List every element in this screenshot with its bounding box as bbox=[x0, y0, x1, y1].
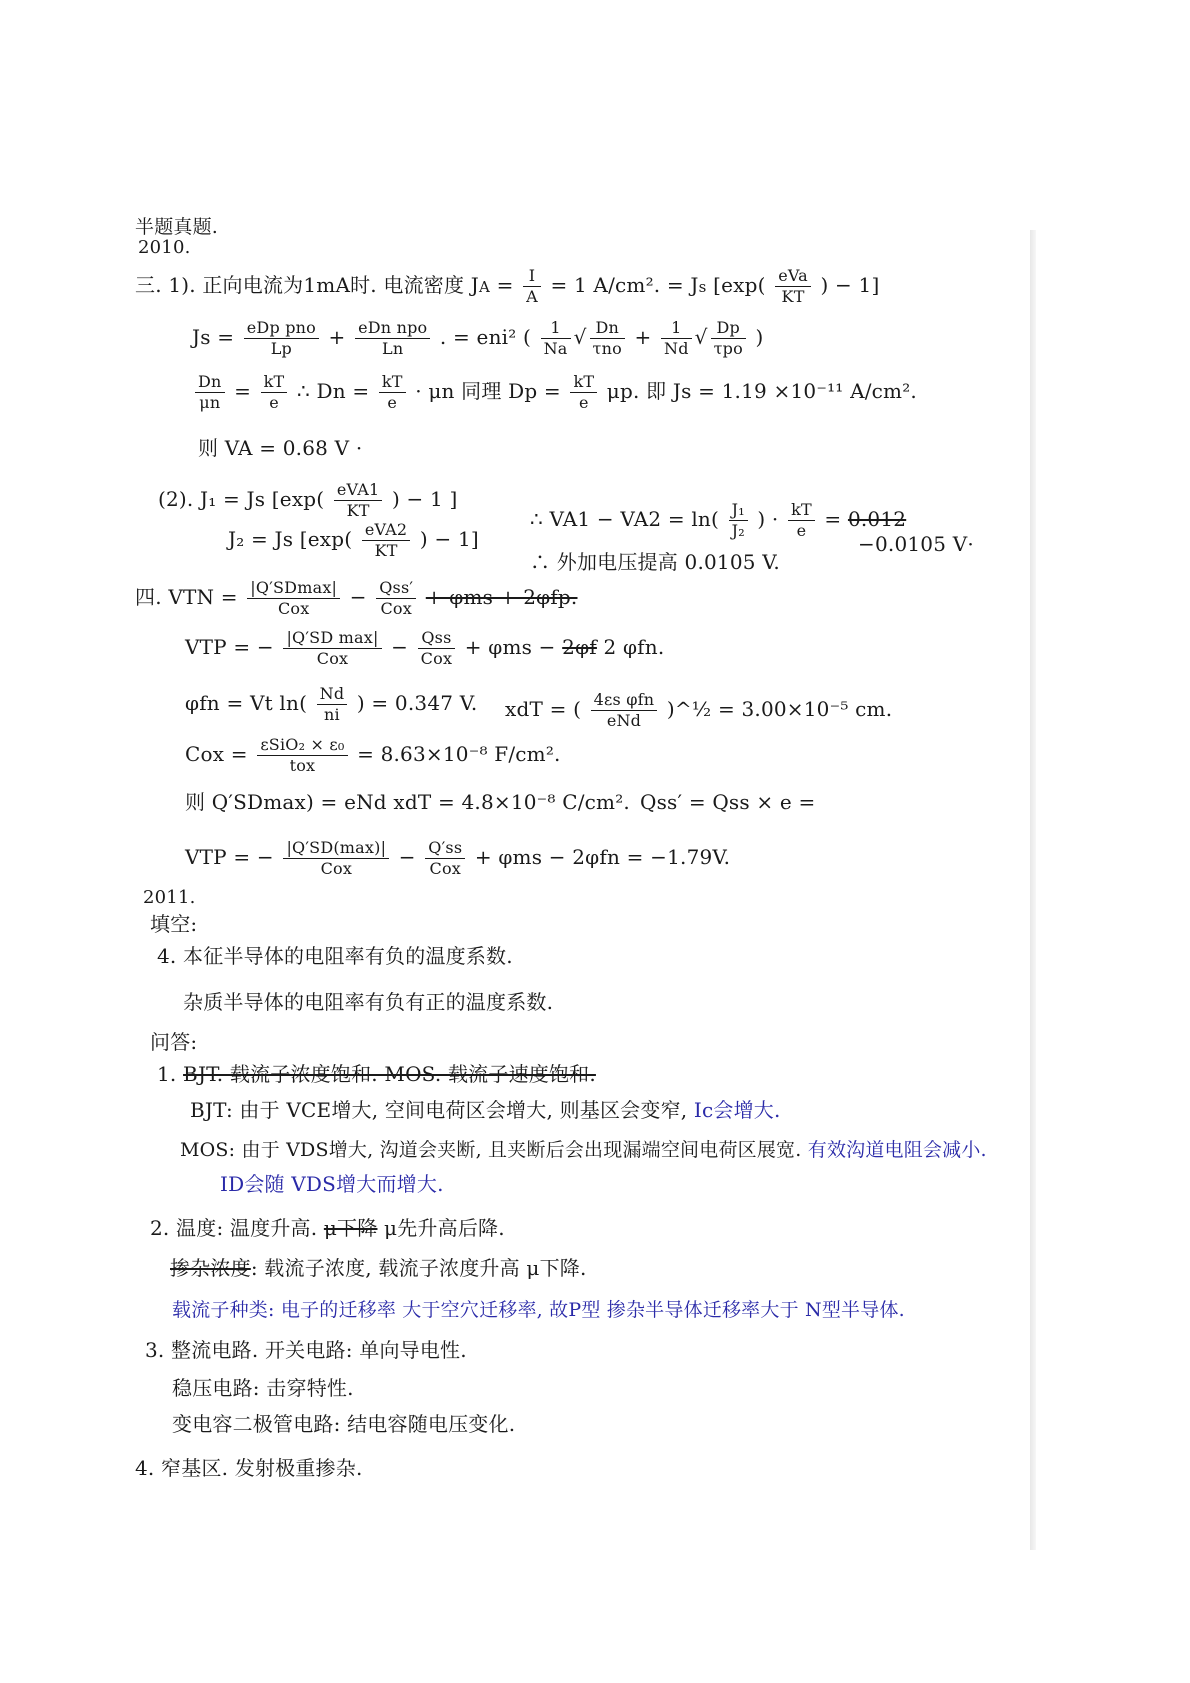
qa-q3-c: 变电容二极管电路: 结电容随电压变化. bbox=[172, 1412, 516, 1436]
eq-vtp: VTP = − $\frac{\text{|Q′SD max|}}{\text{Cox}}$ − $\frac{\text{Qss}}{\text{Cox}}$ + φms − 2φf 2 φfn. bbox=[185, 628, 665, 668]
eq-j1: (2). J₁ = Js [exp( $\frac{\text{eVA1}}{KT}$ ) − 1 ] bbox=[158, 480, 458, 520]
eq-qss: Qss′ = Qss × e = bbox=[640, 790, 816, 814]
fill-line-1: 4. 本征半导体的电阻率有负的温度系数. bbox=[157, 944, 513, 968]
eq-j2: J₂ = Js [exp( $\frac{\text{eVA2}}{KT}$ ) − 1] bbox=[228, 520, 479, 560]
year-2011: 2011. bbox=[143, 887, 196, 908]
eq-current-density: 三. 1). 正向电流为1mA时. 电流密度 JA = $\frac{I}{A}$ = 1 A/cm². = Js [exp( $\frac{\text{eVa}}{KT}$ ) − 1] bbox=[135, 266, 880, 306]
eq-js: Js = $\frac{\text{eDp pno}}{Lp}$ + $\frac{\text{eDn npo}}{Ln}$ . = eni² ( $\frac{1}{Na}$ √ $\frac{Dn}{\text{τno}}$ + $\frac{1}{Nd}$ √ $\frac{Dp}{\text{τpo}}$ ) bbox=[192, 318, 764, 358]
qa-q2-conc: 掺杂浓度: 载流子浓度, 载流子浓度升高 μ下降. bbox=[170, 1256, 587, 1280]
qa-q3-b: 稳压电路: 击穿特性. bbox=[172, 1376, 354, 1400]
eq-phi-fn: φfn = Vt ln( $\frac{Nd}{ni}$ ) = 0.347 V. bbox=[185, 684, 478, 724]
scan-edge bbox=[1030, 230, 1036, 1550]
eq-va-diff-value: −0.0105 V· bbox=[858, 532, 974, 556]
qa-q3: 3. 整流电路. 开关电路: 单向导电性. bbox=[145, 1338, 467, 1362]
eq-va: 则 VA = 0.68 V · bbox=[198, 436, 363, 460]
fill-heading: 填空: bbox=[150, 912, 198, 936]
eq-va-diff: ∴ VA1 − VA2 = ln( $\frac{\text{J₁}}{\text{J₂}}$ ) · $\frac{kT}{e}$ = 0.012 bbox=[530, 500, 907, 540]
qa-q1-mos: MOS: 由于 VDS增大, 沟道会夹断, 且夹断后会出现漏端空间电荷区展宽. 有效沟道电阻会减小. bbox=[180, 1139, 987, 1161]
qa-q2: 2. 温度: 温度升高. μ下降 μ先升高后降. bbox=[150, 1216, 505, 1240]
qa-q2-carrier: 载流子种类: 电子的迁移率 大于空穴迁移率, 故P型 掺杂半导体迁移率大于 N型半导体. bbox=[172, 1299, 905, 1321]
qa-q1-mos-2: ID会随 VDS增大而增大. bbox=[220, 1172, 444, 1196]
eq-qsd: 则 Q′SDmax) = eNd xdT = 4.8×10⁻⁸ C/cm². bbox=[185, 790, 630, 814]
qa-q1-bjt: BJT: 由于 VCE增大, 空间电荷区会增大, 则基区会变窄, Ic会增大. bbox=[190, 1098, 781, 1122]
qa-q4: 4. 窄基区. 发射极重掺杂. bbox=[135, 1456, 363, 1480]
eq-xdt: xdT = ( $\frac{\text{4εs φfn}}{\text{eNd}}$ )^½ = 3.00×10⁻⁵ cm. bbox=[505, 690, 893, 730]
eq-cox: Cox = $\frac{\text{εSiO₂ × ε₀}}{\text{tox}}$ = 8.63×10⁻⁸ F/cm². bbox=[185, 735, 561, 775]
eq-einstein: $\frac{Dn}{\mu n}$ = $\frac{kT}{e}$ ∴ Dn = $\frac{kT}{e}$ · μn 同理 Dp = $\frac{kT}{e}$ μp. 即 Js = 1.19 ×10⁻¹¹ A/cm². bbox=[192, 372, 917, 413]
year-2010: 2010. bbox=[138, 237, 191, 258]
eq-vtp-result: VTP = − $\frac{|Q'SD(\max)|}{\text{Cox}}$ − $\frac{Q'ss}{\text{Cox}}$ + φms − 2φfn = −1.79V. bbox=[185, 838, 731, 878]
qa-q1-strike: 1. BJT. 载流子浓度饱和. MOS. 载流子速度饱和. bbox=[157, 1062, 596, 1086]
fill-line-2: 杂质半导体的电阻率有负有正的温度系数. bbox=[183, 990, 554, 1014]
qa-heading: 问答: bbox=[150, 1030, 198, 1054]
page-title: 半题真题. bbox=[135, 216, 219, 238]
eq-voltage-increase: ∴ 外加电压提高 0.0105 V. bbox=[530, 550, 780, 574]
eq-vtn: 四. VTN = $\frac{|Q'SDmax|}{\text{Cox}}$ − $\frac{\text{Qss′}}{\text{Cox}}$ + φms + 2φfp. bbox=[135, 578, 578, 618]
